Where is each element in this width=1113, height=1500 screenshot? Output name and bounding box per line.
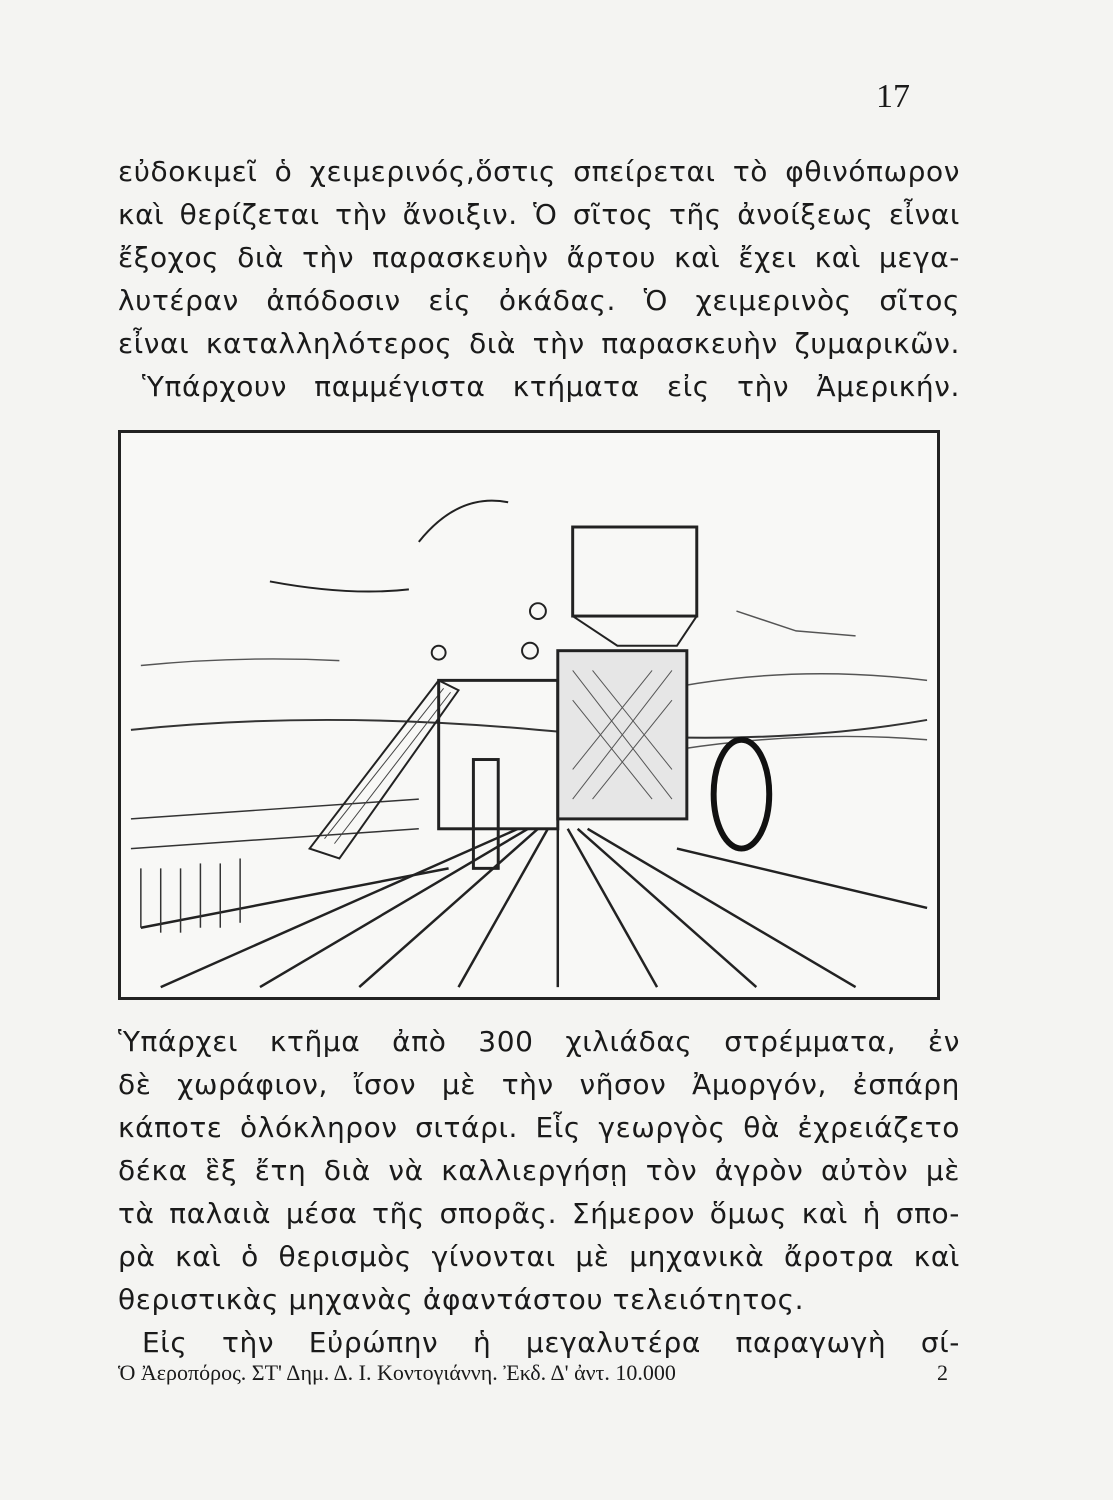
text-line: ἔξοχος διὰ τὴν παρασκευὴν ἄρτου καὶ ἔχει καὶ μεγα- bbox=[118, 241, 960, 274]
text-line: ρὰ καὶ ὁ θερισμὸς γίνονται μὲ μηχανικὰ ἄροτρα καὶ bbox=[118, 1240, 960, 1273]
text-line: Εἰς τὴν Εὐρώπην ἡ μεγαλυτέρα παραγωγὴ σί- bbox=[142, 1326, 960, 1359]
footer-imprint: Ὁ Ἀεροπόρος. ΣΤ' Δημ. Δ. Ι. Κοντογιάννη. Ἐκδ. Δ' ἀντ. 10.000 bbox=[118, 1360, 676, 1385]
text-line: δέκα ἓξ ἔτη διὰ νὰ καλλιεργήσῃ τὸν ἀγρὸν αὐτὸν μὲ bbox=[118, 1154, 960, 1187]
text-line: θεριστικὰς μηχανὰς ἀφαντάστου τελειότητος. bbox=[118, 1283, 805, 1316]
harvester-illustration bbox=[118, 430, 940, 1000]
text-line: λυτέραν ἀπόδοσιν εἰς ὀκάδας. Ὁ χειμερινὸς σῖτος bbox=[118, 284, 960, 317]
page-footer bbox=[118, 1360, 948, 1386]
text-line: κάποτε ὁλόκληρον σιτάρι. Εἷς γεωργὸς θὰ ἐχρειάζετο bbox=[118, 1111, 960, 1144]
text-line: Ὑπάρχει κτῆμα ἀπὸ 300 χιλιάδας στρέμματα, ἐν bbox=[118, 1025, 960, 1058]
signature-mark: 2 bbox=[937, 1360, 948, 1385]
page-number: 17 bbox=[876, 78, 910, 115]
text-line: τὰ παλαιὰ μέσα τῆς σπορᾶς. Σήμερον ὅμως καὶ ἡ σπο- bbox=[118, 1197, 960, 1230]
text-line: Ὑπάρχουν παμμέγιστα κτήματα εἰς τὴν Ἀμερικήν. bbox=[142, 370, 960, 403]
text-block-bottom bbox=[118, 1020, 960, 1364]
text-line: εἶναι καταλληλότερος διὰ τὴν παρασκευὴν ζυμαρικῶν. bbox=[118, 327, 960, 360]
text-line: δὲ χωράφιον, ἴσον μὲ τὴν νῆσον Ἀμοργόν, ἐσπάρη bbox=[118, 1068, 960, 1101]
text-block-top bbox=[118, 150, 960, 408]
text-line: εὐδοκιμεῖ ὁ χειμερινός,ὅστις σπείρεται τὸ φθινόπωρον bbox=[118, 155, 960, 188]
text-line: καὶ θερίζεται τὴν ἄνοιξιν. Ὁ σῖτος τῆς ἀνοίξεως εἶναι bbox=[118, 198, 960, 231]
